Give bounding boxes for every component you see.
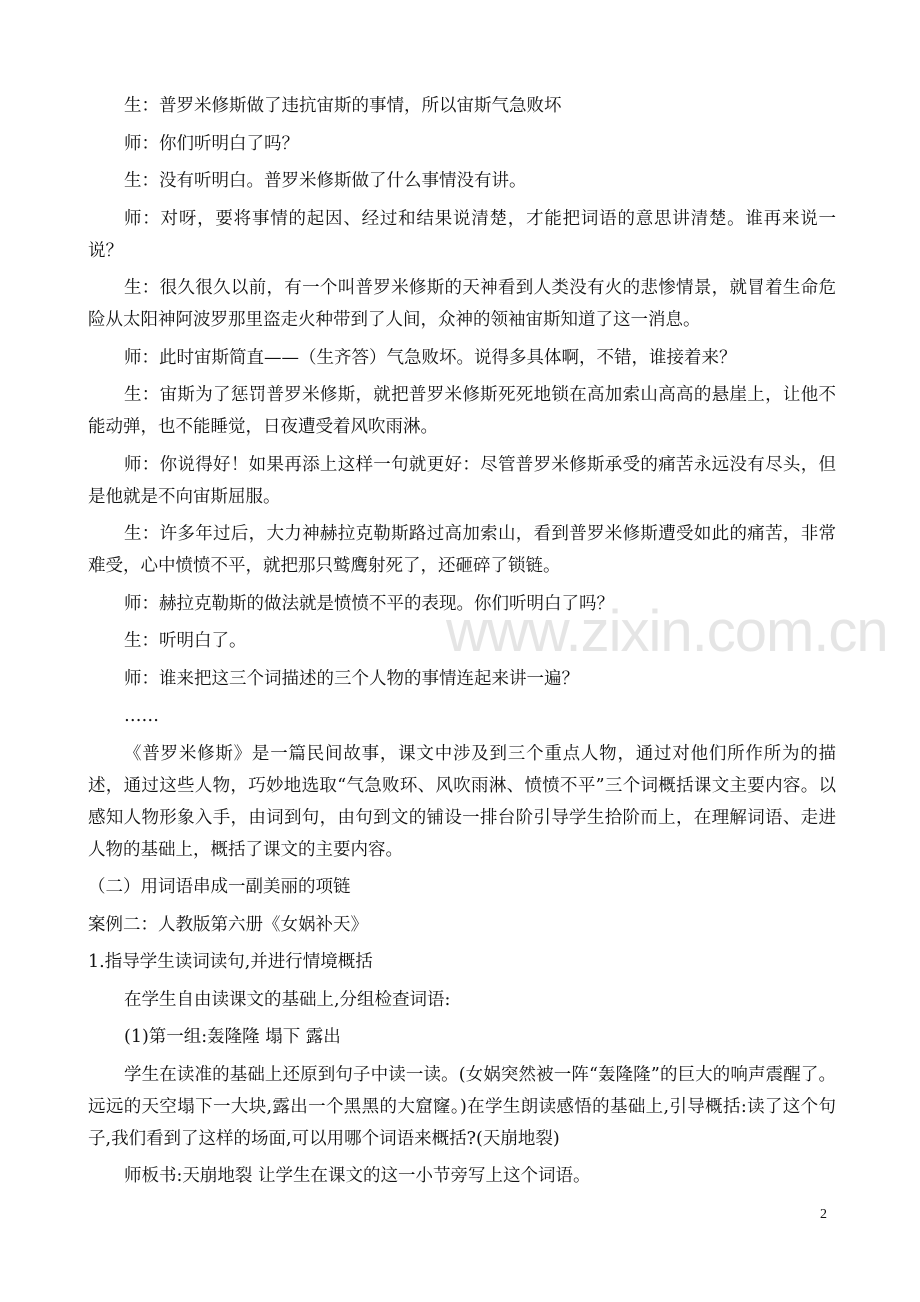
body-paragraph: 在学生自由读课文的基础上,分组检查词语:: [124, 989, 451, 1010]
dialogue-line: 师：赫拉克勒斯的做法就是愤愤不平的表现。你们听明白了吗？: [124, 593, 614, 614]
dialogue-line: 生：很久很久以前，有一个叫普罗米修斯的天神看到人类没有火的悲惨情景，就冒着生命危险从太阳神阿波罗那里盗走火种带到了人间，众神的领袖宙斯知道了这一消息。: [88, 278, 836, 330]
ellipsis-line: ……: [124, 706, 159, 726]
dialogue-line: 师：此时宙斯简直——（生齐答）气急败坏。说得多具体啊，不错，谁接着来？: [124, 347, 737, 368]
watermark: www.zixin.com.cn: [446, 599, 888, 664]
dialogue-line: 师：对呀，要将事情的起因、经过和结果说清楚，才能把词语的意思讲清楚。谁再来说一说？: [88, 208, 836, 261]
dialogue-line: 生：听明白了。: [124, 631, 247, 651]
step-heading: 1.指导学生读词读句,并进行情境概括: [88, 952, 373, 972]
dialogue-line: 师：谁来把这三个词描述的三个人物的事情连起来讲一遍？: [124, 668, 579, 689]
body-paragraph: 学生在读准的基础上还原到句子中读一读。(女娲突然被一阵“轰隆隆”的巨大的响声震醒了。远远的天空塌下一大块,露出一个黑黑的大窟窿。)在学生朗读感悟的基础上,引导概括:读了这个句子,我们看到了这样的场面,可以用哪个词语来概括?(天崩地裂): [88, 1064, 836, 1149]
dialogue-line: 生：许多年过后，大力神赫拉克勒斯路过高加索山，看到普罗米修斯遭受如此的痛苦，非常难受，心中愤愤不平，就把那只鹫鹰射死了，还砸碎了锁链。: [88, 524, 836, 576]
dialogue-line: 生：没有听明白。普罗米修斯做了什么事情没有讲。: [124, 171, 527, 191]
section-heading: （二）用词语串成一副美丽的项链: [88, 877, 351, 897]
body-paragraph: 师板书:天崩地裂 让学生在课文的这一小节旁写上这个词语。: [124, 1166, 591, 1186]
dialogue-line: 生：普罗米修斯做了违抗宙斯的事情，所以宙斯气急败坏: [124, 96, 562, 116]
commentary-paragraph: 《普罗米修斯》是一篇民间故事，课文中涉及到三个重点人物，通过对他们所作所为的描述，通过这些人物，巧妙地选取“气急败环、风吹雨淋、愤愤不平”三个词概括课文主要内容。以感知人物形象入手，由词到句，由句到文的铺设一排台阶引导学生拾阶而上，在理解词语、走进人物的基础上，概括了课文的主要内容。: [88, 743, 836, 860]
dialogue-line: 生：宙斯为了惩罚普罗米修斯，就把普罗米修斯死死地锁在高加索山高高的悬崖上，让他不能动弹，也不能睡觉，日夜遭受着风吹雨淋。: [88, 385, 836, 437]
dialogue-line: 师：你们听明白了吗？: [124, 133, 299, 154]
word-group-line: (1)第一组:轰隆隆 塌下 露出: [124, 1027, 341, 1047]
dialogue-line: 师：你说得好！如果再添上这样一句就更好：尽管普罗米修斯承受的痛苦永远没有尽头，但是他就是不向宙斯屈服。: [88, 454, 836, 507]
case-heading: 案例二：人教版第六册《女娲补天》: [88, 914, 368, 935]
page-number: 2: [820, 1207, 827, 1222]
